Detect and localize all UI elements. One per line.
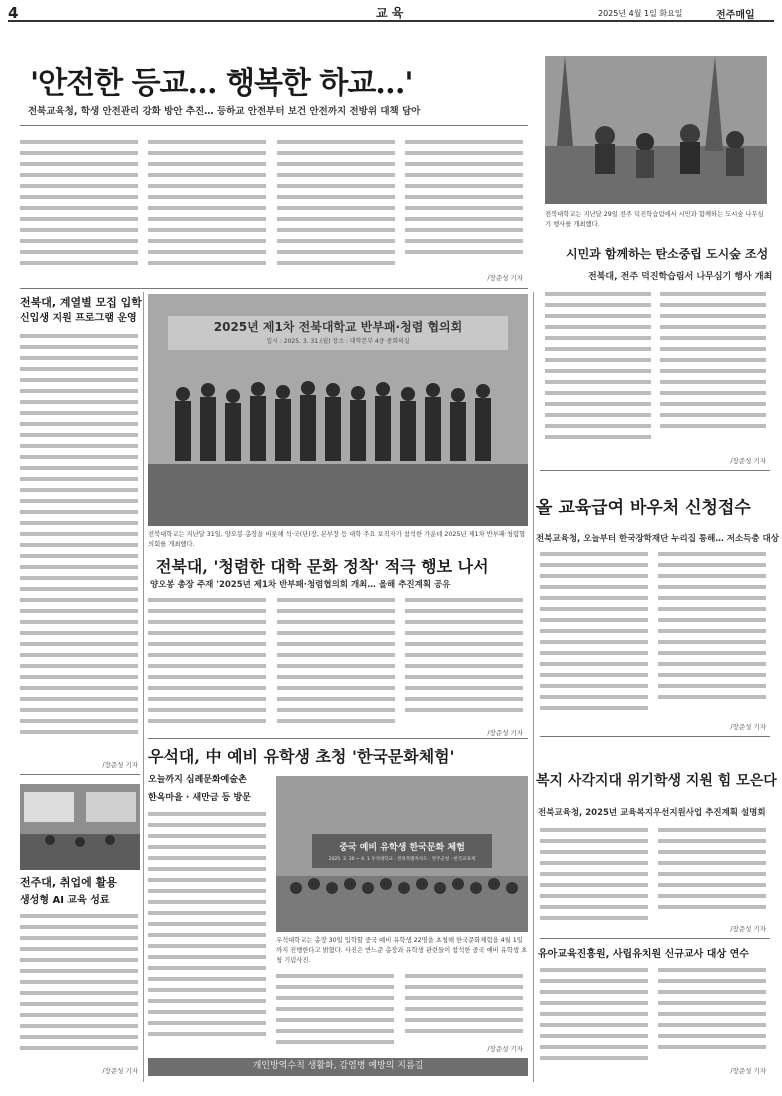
page-number: 4 (8, 4, 19, 22)
kindergarten-byline: /장준성 기자 (730, 1067, 766, 1075)
main-col-2 (148, 140, 266, 280)
tree-headline: 시민과 함께하는 탄소중립 도시숲 조성 (566, 247, 769, 261)
culture-subhead: 한옥마을 · 새만금 등 방문 (148, 793, 251, 803)
voucher-col-2 (658, 552, 766, 722)
kindergarten-col-2 (658, 968, 766, 1058)
issue-date: 2025년 4월 1일 화요일 (598, 9, 683, 18)
main-byline: /장준성 기자 (487, 274, 523, 282)
culture-headline: 우석대, 中 예비 유학생 초청 '한국문화체험' (148, 747, 455, 766)
jobs-body (20, 334, 138, 759)
jobs-subhead: 신입생 지원 프로그램 운영 (20, 313, 137, 324)
voucher-col-1 (540, 552, 648, 722)
council-byline: /장준성 기자 (487, 729, 523, 737)
main-subhead: 전북교육청, 학생 안전관리 강화 방안 추진… 등하교 안전부터 보건 안전까지 전방위 대책 담아 (28, 106, 421, 117)
welfare-bottom-rule (540, 938, 770, 939)
culture-photo-banner: 중국 예비 유학생 한국문화 체험 (339, 843, 465, 853)
tree-photo-caption: 전북대학교는 지난달 29일 전주 덕진학습림에서 시민과 함께하는 도시숲 나무심기 행사를 개최했다. (545, 211, 764, 228)
welfare-byline: /장준성 기자 (730, 925, 766, 933)
culture-caption: 우석대학교는 총장 30일 입학할 중국 예비 유학생 22명을 초청해 한국문화체험을 4월 1일까지 진행한다고 밝혔다. 사진은 반느준 총장과 유학생 관련들이 참석한 중국 예비 유학생 초청 기념사진. (276, 937, 528, 964)
culture-col-2 (276, 974, 394, 1054)
welfare-col-1 (540, 828, 648, 928)
tree-subhead: 전북대, 전주 덕진학습림서 나무심기 행사 개최 (588, 272, 773, 282)
employment-headline: 전주대, 취업에 활용 (20, 876, 117, 889)
culture-photo-subbanner: 2025. 3. 30 ~ 4. 1 우석대학교 · 전북특별자치도 · 완주군청 · 한국교육재 (328, 857, 476, 862)
page-header (8, 4, 774, 22)
right-column-divider (533, 292, 534, 1082)
section-title: 교 육 (376, 6, 404, 20)
main-col-4 (405, 140, 523, 280)
voucher-headline: 올 교육급여 바우처 신청접수 (536, 498, 751, 518)
employment-photo (20, 784, 140, 870)
main-headline: '안전한 등교… 행복한 하교…' (30, 66, 413, 101)
voucher-byline: /장준성 기자 (730, 723, 766, 731)
culture-col-3 (405, 974, 523, 1044)
jobs-headline: 전북대, 계열별 모집 입학 (20, 296, 142, 309)
council-photo-subbanner: 일시 : 2025. 3. 31.(월) 장소 : 대학본부 4층 중회의실 (266, 338, 410, 345)
council-col-2 (277, 598, 395, 738)
culture-byline: /장준성 기자 (487, 1045, 523, 1053)
main-bottom-rule (20, 288, 528, 289)
main-col-1 (20, 140, 138, 280)
council-subhead: 양오봉 총장 주재 '2025년 제1차 반부패·청렴협의회 개최… 올해 추진계획 공유 (150, 580, 451, 590)
kindergarten-col-1 (540, 968, 648, 1068)
tree-col-1 (545, 292, 651, 462)
welfare-col-2 (658, 828, 766, 923)
welfare-headline: 복지 사각지대 위기학생 지원 힘 모은다 (536, 773, 777, 789)
jobs-bottom-rule (20, 774, 140, 775)
council-caption: 전북대학교는 지난달 31일, 양오봉 총장을 비롯해 석·국(단)장, 본부장 등 대학 주요 보직자가 참석한 가운데 2025년 제1차 반부패·청렴협의회를 개최했다. (148, 531, 526, 548)
left-column-divider (143, 292, 144, 1082)
main-col-3 (277, 140, 395, 280)
culture-bottom-banner: 개인방역수칙 생활화, 감염병 예방의 지름길 (148, 1058, 528, 1076)
employment-byline: /장준성 기자 (102, 1067, 138, 1075)
council-headline: 전북대, '청렴한 대학 문화 정착' 적극 행보 나서 (156, 557, 489, 576)
culture-col-1 (148, 812, 266, 1052)
kindergarten-headline: 유아교육진흥원, 사립유치원 신규교사 대상 연수 (538, 949, 749, 960)
jobs-byline: /장준성 기자 (102, 761, 138, 769)
council-photo (148, 294, 528, 526)
tree-planting-photo (545, 56, 767, 204)
council-photo-banner: 2025년 제1차 전북대학교 반부패·청렴 협의회 (213, 320, 463, 334)
council-bottom-rule (148, 738, 528, 739)
welfare-subhead: 전북교육청, 2025년 교육복지우선지원사업 추진계획 설명회 (538, 808, 766, 818)
tree-bottom-rule (540, 470, 770, 471)
tree-byline: /장준성 기자 (730, 457, 766, 465)
voucher-bottom-rule (540, 736, 770, 737)
publication-name: 전주매일 (716, 10, 755, 21)
employment-body (20, 914, 138, 1064)
council-col-1 (148, 598, 266, 738)
employment-subhead: 생성형 AI 교육 성료 (20, 895, 110, 906)
tree-col-2 (660, 292, 766, 462)
culture-kicker: 오늘까지 심례문화예술촌 (148, 775, 247, 785)
main-top-rule (20, 125, 528, 126)
council-col-3 (405, 598, 523, 728)
culture-photo (276, 776, 528, 932)
voucher-subhead: 전북교육청, 오늘부터 한국장학재단 누리집 통해… 저소득층 대상 (536, 534, 779, 544)
